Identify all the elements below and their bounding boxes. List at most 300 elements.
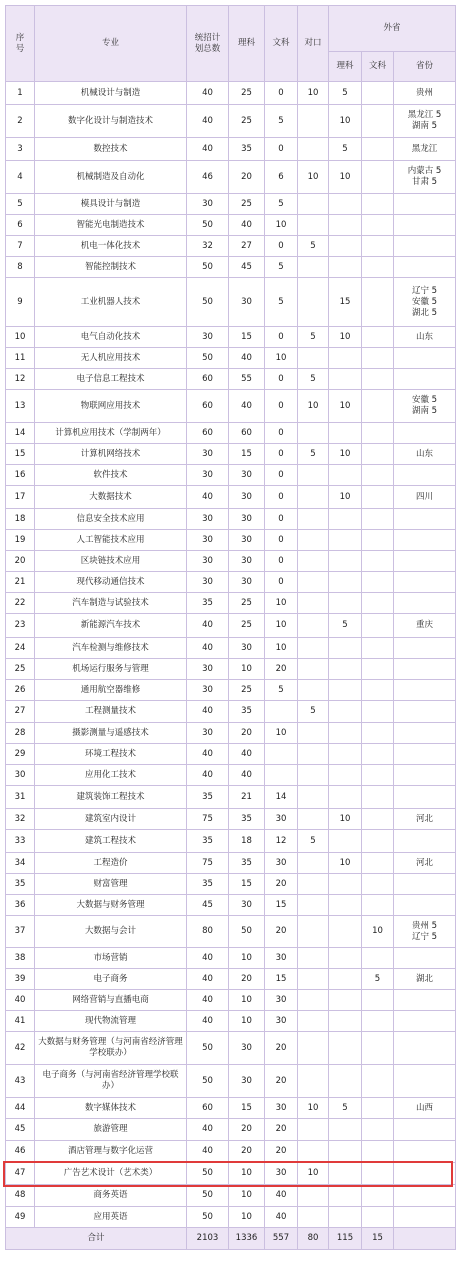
cell-science: 35	[229, 701, 265, 723]
cell-science: 30	[229, 486, 265, 509]
cell-no: 44	[6, 1098, 35, 1119]
cell-province: 四川	[394, 486, 456, 509]
cell-science: 40	[229, 744, 265, 765]
table-row	[6, 1185, 456, 1207]
cell-total: 50	[187, 1032, 229, 1065]
cell-vocational	[298, 348, 329, 369]
table-row	[6, 236, 456, 257]
cell-total: 50	[187, 257, 229, 278]
cell-other-science	[329, 701, 362, 723]
cell-province	[394, 895, 456, 916]
cell-total: 46	[187, 161, 229, 194]
cell-no: 8	[6, 257, 35, 278]
cell-arts: 20	[265, 1065, 298, 1098]
cell-vocational: 10	[298, 161, 329, 194]
cell-vocational	[298, 744, 329, 765]
cell-province	[394, 423, 456, 444]
cell-vocational	[298, 895, 329, 916]
cell-arts: 5	[265, 257, 298, 278]
cell-other-science: 10	[329, 444, 362, 465]
cell-vocational	[298, 786, 329, 809]
cell-science: 20	[229, 1119, 265, 1141]
cell-other-arts	[362, 948, 394, 969]
cell-arts: 0	[265, 530, 298, 551]
cell-province: 山东	[394, 327, 456, 348]
cell-other-science	[329, 680, 362, 701]
cell-other-science	[329, 572, 362, 593]
cell-vocational	[298, 1185, 329, 1207]
table-row	[6, 423, 456, 444]
cell-major: 电气自动化技术	[35, 327, 187, 348]
cell-total: 40	[187, 82, 229, 105]
cell-other-arts	[362, 530, 394, 551]
header-arts: 文科	[265, 6, 298, 82]
cell-vocational	[298, 486, 329, 509]
cell-major: 工业机器人技术	[35, 278, 187, 327]
cell-no: 6	[6, 215, 35, 236]
cell-other-arts	[362, 895, 394, 916]
cell-other-arts: 5	[362, 969, 394, 990]
cell-no: 21	[6, 572, 35, 593]
cell-other-science	[329, 423, 362, 444]
cell-province	[394, 369, 456, 390]
table-row	[6, 680, 456, 701]
cell-major: 建筑工程技术	[35, 830, 187, 853]
cell-no: 29	[6, 744, 35, 765]
cell-major: 应用化工技术	[35, 765, 187, 786]
cell-province: 河北	[394, 853, 456, 874]
cell-major: 计算机应用技术（学制两年）	[35, 423, 187, 444]
cell-province	[394, 659, 456, 680]
cell-province	[394, 348, 456, 369]
cell-vocational	[298, 1011, 329, 1032]
cell-no: 36	[6, 895, 35, 916]
cell-other-arts	[362, 1207, 394, 1228]
cell-no: 26	[6, 680, 35, 701]
cell-total: 60	[187, 369, 229, 390]
table-row	[6, 390, 456, 423]
cell-other-science	[329, 1185, 362, 1207]
cell-province	[394, 680, 456, 701]
cell-total: 35	[187, 830, 229, 853]
cell-province	[394, 572, 456, 593]
cell-no: 43	[6, 1065, 35, 1098]
cell-arts: 30	[265, 1011, 298, 1032]
cell-major: 区块链技术应用	[35, 551, 187, 572]
cell-province	[394, 765, 456, 786]
cell-major: 工程造价	[35, 853, 187, 874]
cell-vocational	[298, 1141, 329, 1163]
cell-other-science	[329, 723, 362, 744]
cell-science: 25	[229, 680, 265, 701]
cell-arts: 5	[265, 105, 298, 138]
cell-science: 15	[229, 327, 265, 348]
cell-total: 60	[187, 423, 229, 444]
cell-other-science: 10	[329, 809, 362, 830]
table-row	[6, 257, 456, 278]
cell-major: 大数据技术	[35, 486, 187, 509]
cell-arts: 0	[265, 327, 298, 348]
cell-vocational	[298, 809, 329, 830]
cell-province	[394, 1141, 456, 1163]
table-body	[6, 82, 456, 1250]
cell-no: 22	[6, 593, 35, 614]
cell-total: 40	[187, 765, 229, 786]
cell-no: 2	[6, 105, 35, 138]
cell-total: 30	[187, 551, 229, 572]
cell-province	[394, 948, 456, 969]
cell-total: 30	[187, 444, 229, 465]
cell-vocational: 10	[298, 82, 329, 105]
cell-vocational	[298, 1207, 329, 1228]
cell-arts: 0	[265, 551, 298, 572]
cell-major: 汽车检测与维修技术	[35, 638, 187, 659]
cell-major: 通用航空器维修	[35, 680, 187, 701]
cell-science: 30	[229, 895, 265, 916]
cell-other-science	[329, 1119, 362, 1141]
cell-science: 55	[229, 369, 265, 390]
header-science: 理科	[229, 6, 265, 82]
cell-vocational	[298, 638, 329, 659]
cell-province	[394, 215, 456, 236]
table-row	[6, 948, 456, 969]
table-row	[6, 444, 456, 465]
table-row	[6, 105, 456, 138]
cell-science: 30	[229, 572, 265, 593]
cell-science: 30	[229, 278, 265, 327]
table-row	[6, 874, 456, 895]
table-row	[6, 161, 456, 194]
cell-other-arts	[362, 327, 394, 348]
cell-other-arts	[362, 593, 394, 614]
cell-no: 28	[6, 723, 35, 744]
cell-arts: 5	[265, 278, 298, 327]
cell-other-science	[329, 465, 362, 486]
header-major: 专业	[35, 6, 187, 82]
table-row	[6, 701, 456, 723]
cell-province: 河北	[394, 809, 456, 830]
cell-other-arts: 10	[362, 916, 394, 948]
cell-other-science	[329, 786, 362, 809]
table-row	[6, 194, 456, 215]
header-no: 序 号	[6, 6, 35, 82]
cell-major: 现代物流管理	[35, 1011, 187, 1032]
cell-total: 40	[187, 1141, 229, 1163]
cell-other-science	[329, 236, 362, 257]
cell-no: 45	[6, 1119, 35, 1141]
cell-no: 32	[6, 809, 35, 830]
cell-no: 13	[6, 390, 35, 423]
cell-science: 40	[229, 390, 265, 423]
cell-vocational	[298, 680, 329, 701]
cell-major: 数字化设计与制造技术	[35, 105, 187, 138]
cell-no: 46	[6, 1141, 35, 1163]
cell-other-science: 15	[329, 278, 362, 327]
cell-other-science: 5	[329, 82, 362, 105]
cell-other-science: 10	[329, 486, 362, 509]
cell-other-arts	[362, 614, 394, 638]
cell-no: 15	[6, 444, 35, 465]
cell-other-arts	[362, 551, 394, 572]
cell-province	[394, 1185, 456, 1207]
cell-arts: 0	[265, 369, 298, 390]
cell-arts: 5	[265, 680, 298, 701]
cell-province: 内蒙古 5 甘肃 5	[394, 161, 456, 194]
cell-no: 16	[6, 465, 35, 486]
cell-other-arts	[362, 723, 394, 744]
cell-major: 摄影测量与遥感技术	[35, 723, 187, 744]
cell-arts: 6	[265, 161, 298, 194]
cell-total: 35	[187, 786, 229, 809]
cell-no: 4	[6, 161, 35, 194]
cell-other-science	[329, 593, 362, 614]
cell-arts: 0	[265, 138, 298, 161]
cell-total: 40	[187, 105, 229, 138]
cell-arts: 40	[265, 1185, 298, 1207]
table-row	[6, 1032, 456, 1065]
cell-total: 40	[187, 486, 229, 509]
cell-arts: 10	[265, 723, 298, 744]
cell-major: 大数据与财务管理	[35, 895, 187, 916]
cell-other-science	[329, 1141, 362, 1163]
cell-arts: 10	[265, 348, 298, 369]
cell-vocational	[298, 723, 329, 744]
cell-other-arts	[362, 659, 394, 680]
cell-total: 40	[187, 990, 229, 1011]
cell-other-science	[329, 369, 362, 390]
cell-total: 30	[187, 723, 229, 744]
table-row	[6, 551, 456, 572]
cell-other-arts	[362, 830, 394, 853]
cell-other-arts	[362, 853, 394, 874]
cell-major: 电子信息工程技术	[35, 369, 187, 390]
cell-total: 45	[187, 895, 229, 916]
cell-other-science	[329, 1032, 362, 1065]
cell-arts: 20	[265, 1119, 298, 1141]
cell-other-science	[329, 1207, 362, 1228]
cell-arts	[265, 701, 298, 723]
table-row	[6, 530, 456, 551]
cell-science: 25	[229, 593, 265, 614]
table-row	[6, 659, 456, 680]
cell-arts: 30	[265, 853, 298, 874]
table-row	[6, 593, 456, 614]
cell-vocational	[298, 257, 329, 278]
cell-science: 10	[229, 948, 265, 969]
cell-total: 30	[187, 327, 229, 348]
cell-vocational	[298, 138, 329, 161]
cell-vocational: 10	[298, 390, 329, 423]
cell-no: 38	[6, 948, 35, 969]
cell-province: 重庆	[394, 614, 456, 638]
cell-province: 黑龙江 5 湖南 5	[394, 105, 456, 138]
cell-major: 财富管理	[35, 874, 187, 895]
cell-arts	[265, 744, 298, 765]
cell-province	[394, 1163, 456, 1185]
cell-other-arts	[362, 809, 394, 830]
cell-vocational	[298, 593, 329, 614]
cell-science: 45	[229, 257, 265, 278]
cell-other-science	[329, 509, 362, 530]
cell-major: 数字媒体技术	[35, 1098, 187, 1119]
cell-other-arts	[362, 348, 394, 369]
table-row	[6, 638, 456, 659]
cell-major: 商务英语	[35, 1185, 187, 1207]
cell-other-science: 10	[329, 327, 362, 348]
cell-arts: 30	[265, 948, 298, 969]
cell-total: 30	[187, 530, 229, 551]
cell-other-arts	[362, 257, 394, 278]
table-row	[6, 895, 456, 916]
table-row	[6, 348, 456, 369]
cell-total: 50	[187, 348, 229, 369]
cell-no: 9	[6, 278, 35, 327]
cell-other-science	[329, 215, 362, 236]
cell-vocational	[298, 874, 329, 895]
cell-other-science: 5	[329, 1098, 362, 1119]
cell-total: 35	[187, 874, 229, 895]
cell-science: 10	[229, 659, 265, 680]
cell-no: 11	[6, 348, 35, 369]
cell-other-arts	[362, 786, 394, 809]
cell-major: 数控技术	[35, 138, 187, 161]
cell-other-science	[329, 638, 362, 659]
cell-arts: 10	[265, 215, 298, 236]
cell-major: 机电一体化技术	[35, 236, 187, 257]
cell-arts: 0	[265, 509, 298, 530]
header-other-science: 理科	[329, 52, 362, 82]
cell-arts: 0	[265, 82, 298, 105]
cell-arts: 30	[265, 1098, 298, 1119]
cell-no: 37	[6, 916, 35, 948]
cell-no: 17	[6, 486, 35, 509]
cell-province	[394, 786, 456, 809]
cell-arts: 30	[265, 990, 298, 1011]
cell-province	[394, 1207, 456, 1228]
table-row	[6, 327, 456, 348]
cell-major: 模具设计与制造	[35, 194, 187, 215]
cell-arts: 0	[265, 236, 298, 257]
cell-vocational: 5	[298, 830, 329, 853]
cell-no: 18	[6, 509, 35, 530]
total-label: 合计	[6, 1228, 187, 1250]
cell-other-arts	[362, 82, 394, 105]
cell-vocational	[298, 215, 329, 236]
cell-total: 50	[187, 1185, 229, 1207]
cell-vocational	[298, 572, 329, 593]
cell-arts: 20	[265, 1141, 298, 1163]
cell-science: 25	[229, 82, 265, 105]
cell-no: 25	[6, 659, 35, 680]
cell-arts: 0	[265, 423, 298, 444]
cell-other-science	[329, 1163, 362, 1185]
cell-other-arts	[362, 105, 394, 138]
cell-no: 39	[6, 969, 35, 990]
cell-other-arts	[362, 194, 394, 215]
cell-science: 40	[229, 765, 265, 786]
cell-other-arts	[362, 486, 394, 509]
cell-no: 27	[6, 701, 35, 723]
cell-province	[394, 593, 456, 614]
cell-major: 机械设计与制造	[35, 82, 187, 105]
cell-other-arts	[362, 509, 394, 530]
cell-other-arts	[362, 215, 394, 236]
cell-major: 电子商务（与河南省经济管理学校联办）	[35, 1065, 187, 1098]
header-plan-total: 统招计 划总数	[187, 6, 229, 82]
table-row	[6, 786, 456, 809]
table-row	[6, 1207, 456, 1228]
cell-science: 35	[229, 853, 265, 874]
cell-science: 25	[229, 194, 265, 215]
cell-vocational	[298, 1032, 329, 1065]
cell-province	[394, 257, 456, 278]
cell-arts: 20	[265, 916, 298, 948]
cell-science: 10	[229, 1163, 265, 1185]
cell-other-science	[329, 916, 362, 948]
total-province	[394, 1228, 456, 1250]
cell-province	[394, 509, 456, 530]
cell-science: 20	[229, 161, 265, 194]
cell-other-arts	[362, 1141, 394, 1163]
cell-other-science	[329, 257, 362, 278]
cell-arts: 15	[265, 895, 298, 916]
cell-total: 30	[187, 465, 229, 486]
total-arts: 557	[265, 1228, 298, 1250]
table-row	[6, 1098, 456, 1119]
cell-no: 20	[6, 551, 35, 572]
cell-no: 48	[6, 1185, 35, 1207]
cell-province	[394, 1011, 456, 1032]
table-row	[6, 1011, 456, 1032]
cell-arts: 10	[265, 638, 298, 659]
cell-other-arts	[362, 423, 394, 444]
table-row	[6, 853, 456, 874]
cell-science: 20	[229, 969, 265, 990]
cell-science: 30	[229, 1065, 265, 1098]
cell-total: 30	[187, 572, 229, 593]
cell-other-arts	[362, 1185, 394, 1207]
cell-other-arts	[362, 680, 394, 701]
cell-total: 40	[187, 969, 229, 990]
cell-science: 20	[229, 1141, 265, 1163]
cell-major: 智能光电制造技术	[35, 215, 187, 236]
cell-total: 30	[187, 659, 229, 680]
cell-science: 10	[229, 1185, 265, 1207]
cell-vocational	[298, 530, 329, 551]
cell-other-arts	[362, 1011, 394, 1032]
cell-other-arts	[362, 638, 394, 659]
table-row	[6, 614, 456, 638]
cell-vocational	[298, 659, 329, 680]
cell-vocational	[298, 194, 329, 215]
table-row	[6, 278, 456, 327]
cell-major: 酒店管理与数字化运营	[35, 1141, 187, 1163]
cell-arts: 0	[265, 572, 298, 593]
table-row	[6, 969, 456, 990]
cell-no: 10	[6, 327, 35, 348]
cell-province	[394, 638, 456, 659]
cell-vocational	[298, 990, 329, 1011]
cell-other-science	[329, 194, 362, 215]
cell-other-arts	[362, 444, 394, 465]
header-other-province: 省份	[394, 52, 456, 82]
cell-other-science	[329, 530, 362, 551]
cell-total: 30	[187, 509, 229, 530]
cell-major: 市场营销	[35, 948, 187, 969]
cell-province: 山西	[394, 1098, 456, 1119]
cell-total: 50	[187, 215, 229, 236]
header-other-provinces: 外省	[329, 6, 456, 52]
